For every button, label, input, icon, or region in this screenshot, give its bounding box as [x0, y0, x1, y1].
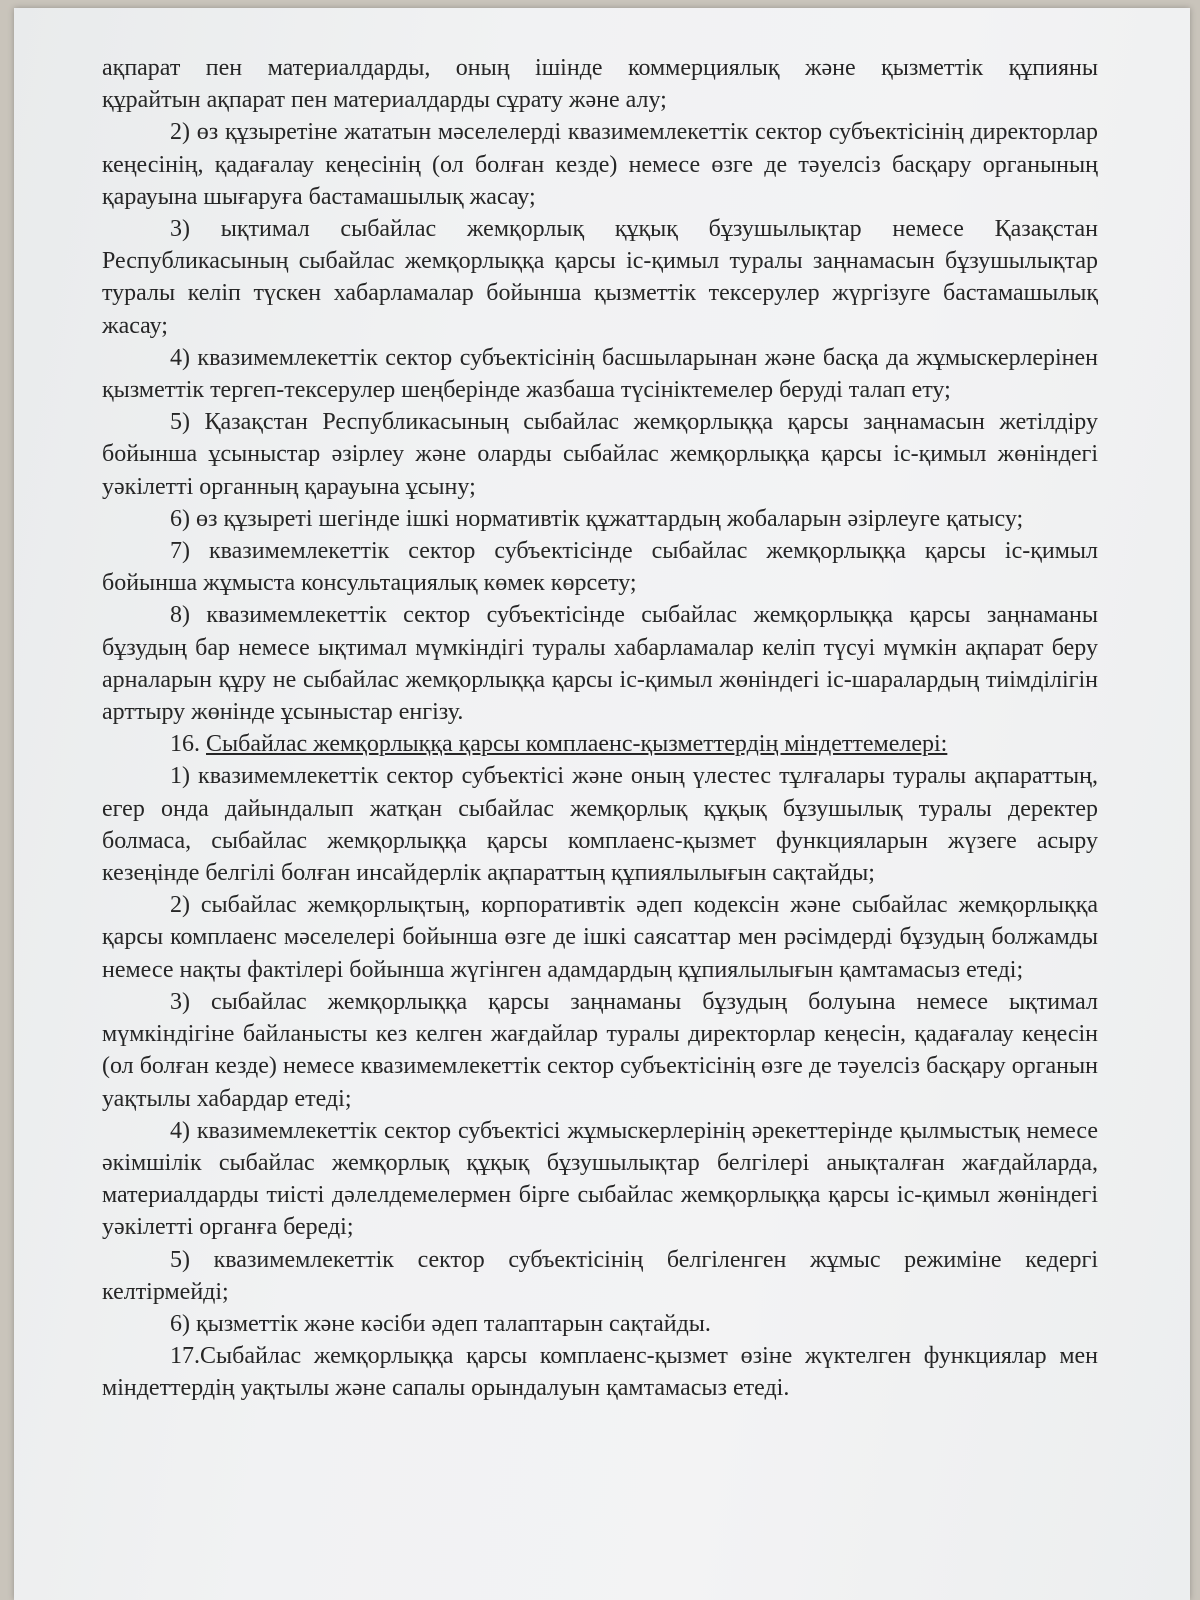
paragraph-15-7: 7) квазимемлекеттік сектор субъектісінде сыбайлас жемқорлыққа қарсы іс-қимыл бойынша жұмыста консультациялық көмек көрсету;	[102, 538, 1098, 597]
document-body	[102, 52, 1098, 1405]
section-16-heading	[102, 728, 1098, 760]
paragraph-17: 17.Сыбайлас жемқорлыққа қарсы комплаенс-қызмет өзіне жүктелген функциялар мен міндеттердің уақтылы және сапалы орындалуын қамтамасыз етеді.	[102, 1343, 1098, 1402]
paragraph-16-6: 6) қызметтік және кәсіби әдеп талаптарын сақтайды.	[170, 1310, 711, 1337]
document-page	[14, 8, 1190, 1600]
paragraph-16-4: 4) квазимемлекеттік сектор субъектісі жұмыскерлерінің әрекеттерінде қылмыстық немесе әкімшілік сыбайлас жемқорлық құқық бұзушылықтар белгілері анықталған жағдайларда, материалдарды тиісті дәлелдемелермен бірге сыбайлас жемқорлыққа қарсы іс-қимыл жөніндегі уәкілетті органға береді;	[102, 1117, 1098, 1241]
paragraph-intro-line-1: ақпарат пен материалдарды, оның ішінде коммерциялық және қызметтік құпияны	[102, 55, 1098, 81]
paragraph-15-4: 4) квазимемлекеттік сектор субъектісінің басшыларынан және басқа да жұмыскерлерінен қызметтік тергеп-тексерулер шеңберінде жазбаша түсініктемелер беруді талап ету;	[102, 344, 1098, 404]
paragraph-15-8: 8) квазимемлекеттік сектор субъектісінде сыбайлас жемқорлыққа қарсы заңнаманы бұзудың бар немесе ықтимал мүмкіндігі туралы хабарламалар келіп түсуі мүмкін ақпарат беру арналарын құру не сыбайлас жемқорлыққа қарсы іс-қимыл жөніндегі іс-шаралардың тиімділігін арттыру жөнінде ұсыныстар енгізу.	[102, 602, 1098, 726]
paragraph-16-1: 1) квазимемлекеттік сектор субъектісі және оның үлестес тұлғалары туралы ақпараттың, егер онда дайындалып жатқан сыбайлас жемқорлық құқық бұзушылық туралы деректер болмаса, сыбайлас жемқорлыққа қарсы комплаенс-қызмет функцияларын жүзеге асыру кезеңінде белгілі болған инсайдерлік ақпараттың құпиялылығын сақтайды;	[102, 763, 1098, 887]
paragraph-16-2: 2) сыбайлас жемқорлықтың, корпоративтік әдеп кодексін және сыбайлас жемқорлыққа қарсы комплаенс мәселелері бойынша өзге де ішкі саясаттар мен рәсімдерді бұзудың болжамды немесе нақты фактілері бойынша жүгінген адамдардың құпиялылығын қамтамасыз етеді;	[102, 892, 1098, 983]
paragraph-15-5: 5) Қазақстан Республикасының сыбайлас жемқорлыққа қарсы заңнамасын жетілдіру бойынша ұсыныстар әзірлеу және оларды сыбайлас жемқорлыққа қарсы іс-қимыл жөніндегі уәкілетті органның қарауына ұсыну;	[102, 409, 1098, 500]
paragraph-15-3: 3) ықтимал сыбайлас жемқорлық құқық бұзушылықтар немесе Қазақстан Республикасының сыбайлас жемқорлыққа қарсы іс-қимыл туралы заңнамасын бұзушылықтар туралы келіп түскен хабарламалар бойынша қызметтік тексерулер жүргізуге бастамашылық жасау;	[102, 216, 1098, 339]
paragraph-15-2: 2) өз құзыретіне жататын мәселелерді квазимемлекеттік сектор субъектісінің директорлар кеңесінің, қадағалау кеңесінің (ол болған кезде) немесе өзге де тәуелсіз басқару органының қарауына шығаруға бастамашылық жасау;	[102, 119, 1098, 210]
section-16-number: 16.	[170, 731, 200, 758]
paragraph-intro-line-2: құрайтын ақпарат пен материалдарды сұрату және алу;	[102, 87, 667, 114]
section-16-title: Сыбайлас жемқорлыққа қарсы комплаенс-қызметтердің міндеттемелері:	[206, 731, 948, 758]
paragraph-15-6: 6) өз құзыреті шегінде ішкі нормативтік құжаттардың жобаларын әзірлеуге қатысу;	[170, 505, 1024, 532]
paragraph-16-5: 5) квазимемлекеттік сектор субъектісінің белгіленген жұмыс режиміне кедергі келтірмейді;	[102, 1246, 1098, 1305]
paragraph-16-3: 3) сыбайлас жемқорлыққа қарсы заңнаманы бұзудың болуына немесе ықтимал мүмкіндігіне байланысты кез келген жағдайлар туралы директорлар кеңесін, қадағалау кеңесін (ол болған кезде) немесе квазимемлекеттік сектор субъектісінің өзге де тәуелсіз басқару органын уақтылы хабардар етеді;	[102, 988, 1098, 1112]
